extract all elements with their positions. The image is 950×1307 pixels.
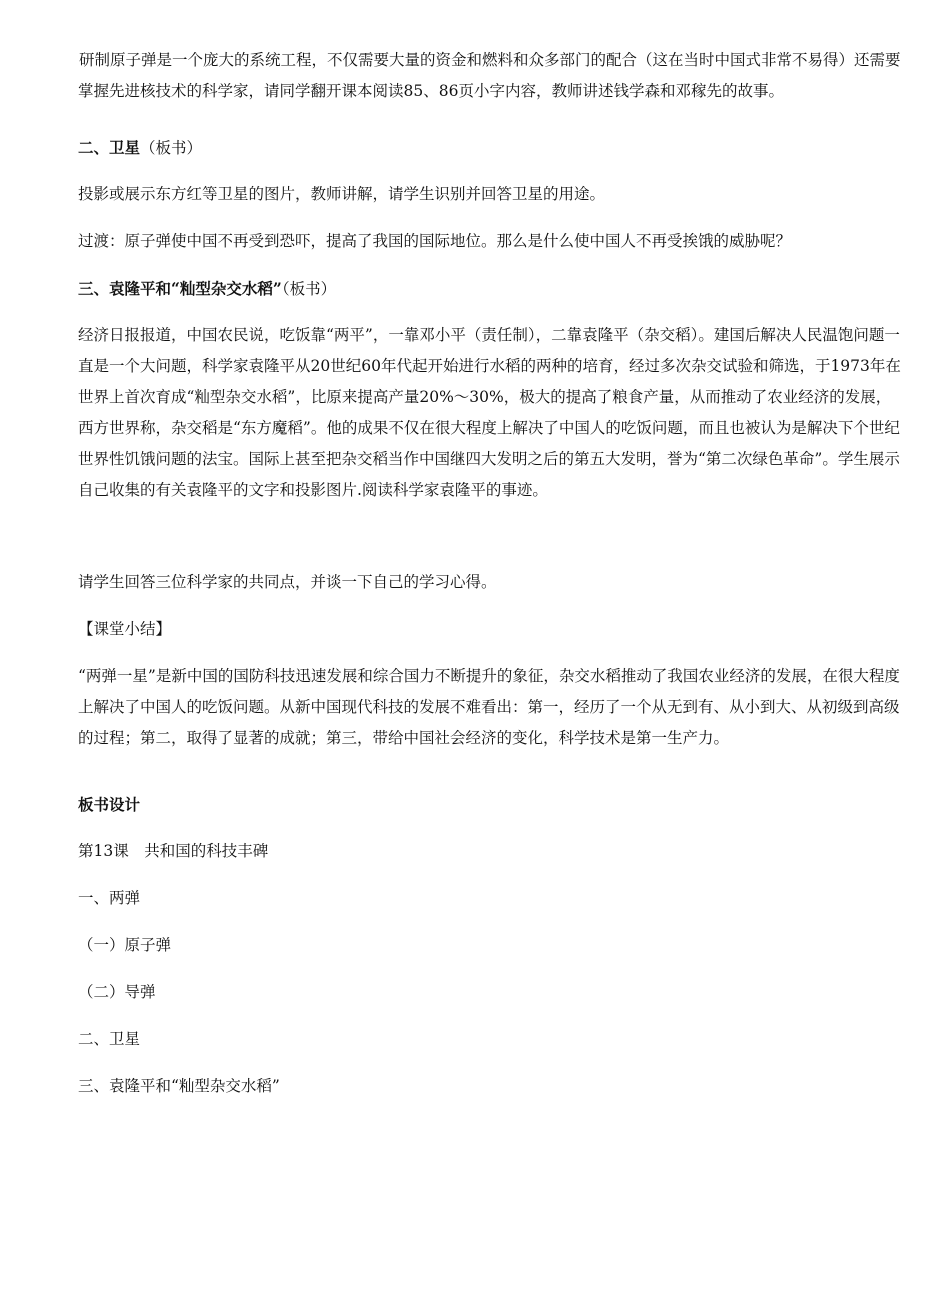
intro-paragraph: 研制原子弹是一个庞大的系统工程，不仅需要大量的资金和燃料和众多部门的配合（这在当时中国式非常不易得）还需要掌握先进核技术的科学家，请同学翻开课本阅读85、86页小字内容，教师讲述钱学森和邓稼先的故事。	[78, 51, 901, 100]
board-line: 一、两弹	[78, 889, 141, 907]
board-line: 第13课 共和国的科技丰碑	[78, 842, 269, 860]
section-heading-satellite	[78, 132, 906, 164]
board-line: 三、袁隆平和“籼型杂交水稻”	[78, 1077, 280, 1095]
section-heading-yuan-text: 三、袁隆平和“籼型杂交水稻”	[78, 279, 282, 298]
yuan-paragraph: 经济日报报道，中国农民说，吃饭靠“两平”，一靠邓小平（责任制），二靠袁隆平（杂交稻）。建国后解决人民温饱问题一直是一个大问题，科学家袁隆平从20世纪60年代起开始进行水稻的两种的培育，经过多次杂交试验和筛选，于1973年在世界上首次育成“籼型杂交水稻”，比原来提高产量20%～30%，极大的提高了粮食产量，从而推动了农业经济的发展，西方世界称，杂交稻是“东方魔稻”。他的成果不仅在很大程度上解决了中国人的吃饭问题，而且也被认为是解决下个世纪世界性饥饿问题的法宝。国际上甚至把杂交稻当作中国继四大发明之后的第五大发明，誉为“第二次绿色革命”。学生展示自己收集的有关袁隆平的文字和投影图片.阅读科学家袁隆平的事迹。	[78, 326, 901, 499]
board-line: （一）原子弹	[78, 936, 172, 954]
transition-paragraph: 过渡：原子弹使中国不再受到恐吓，提高了我国的国际地位。那么是什么使中国人不再受挨饿的威胁呢？	[78, 232, 792, 250]
board-design-heading: 板书设计	[78, 795, 141, 814]
board-line: （二）导弹	[78, 983, 156, 1001]
question-paragraph: 请学生回答三位科学家的共同点，并谈一下自己的学习心得。	[78, 573, 497, 591]
satellite-paragraph: 投影或展示东方红等卫星的图片，教师讲解，请学生识别并回答卫星的用途。	[78, 185, 606, 203]
summary-heading: 【课堂小结】	[78, 620, 172, 638]
board-line: 二、卫星	[78, 1030, 141, 1048]
section-heading-satellite-text: 二、卫星	[78, 138, 141, 157]
summary-paragraph: “两弹一星”是新中国的国防科技迅速发展和综合国力不断提升的象征，杂交水稻推动了我国农业经济的发展，在很大程度上解决了中国人的吃饭问题。从新中国现代科技的发展不难看出：第一，经历了一个从无到有、从小到大、从初级到高级的过程；第二，取得了显著的成就；第三，带给中国社会经济的变化，科学技术是第一生产力。	[78, 667, 900, 747]
section-heading-yuan	[78, 273, 906, 305]
section-heading-yuan-note: （板书）	[281, 280, 337, 298]
section-heading-satellite-note: （板书）	[140, 139, 203, 157]
